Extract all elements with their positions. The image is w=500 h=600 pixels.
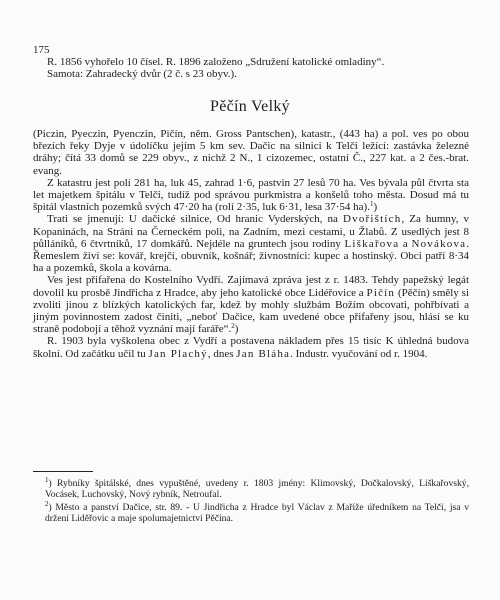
footnote-1-mark: 1 bbox=[45, 476, 49, 484]
top-section bbox=[33, 56, 469, 80]
paragraph-cadastre: Z katastru jest polí 281 ha, luk 45, zahrad 1·6, pastvin 27 lesů 70 ha. Ves bývala půl čtvrta sta let majetkem špitálu v Telči, tudíž pod správou purkmistra a konšelů toho města. Dosud má tu špitál vlastních pozemků svých 47·20 ha (rolí 2·35, luk 6·31, lesa 37·54 ha).$^1$) bbox=[33, 176, 469, 214]
parish-text-start: Ves jest přifařena do Kostelního Vydří. Zajímavá zpráva jest z r. 1483. Tehdy papežský legát dovolil ku prosbě Jindřicha z Hradce, aby jeho katolické obce Lidéřovice a bbox=[33, 274, 469, 299]
fields-text-end: . Řemeslem živí se: kovář, krejčí, obuvník, košnář; živnostníci: kupec a hostinský. Obci patří 8·34 ha a pozemků, škola a kovárna. bbox=[33, 237, 469, 275]
footnote-2-mark: 2 bbox=[45, 500, 49, 508]
footnote-ref-2: 2 bbox=[231, 322, 235, 331]
fields-text-and: a bbox=[399, 237, 412, 250]
footnote-divider bbox=[33, 471, 93, 472]
paragraph-fields bbox=[33, 213, 469, 274]
footnote-ref-1: 1 bbox=[369, 200, 374, 209]
samota-line: Samota: Zahradecký dvůr (2 č. s 23 obyv.). bbox=[47, 68, 237, 81]
parish-text-end: (Pěčín) směly si zvoliti jinou z blízkých katolických far, kdež by mohly službám Božím obcovati, pohřbívati a jiným povinnostem zadost činiti, „neboť Dačice, kam uvedené obce přifařeny jsou, hlásí se ku straně podobojí a těhož vyznání mají faráře“. bbox=[33, 286, 469, 336]
paragraph-school bbox=[33, 335, 469, 359]
history-line: R. 1856 vyhořelo 10 čísel. R. 1896 založeno „Sdružení katolické omladiny“. bbox=[47, 56, 385, 68]
school-text-start: R. 1903 byla vyškolena obec z Vydří a postavena nákladem přes 15 tisíc K úhledná budova školní. Od začátku učil tu bbox=[33, 335, 469, 360]
footnote-2-text: Město a panství Dačice, str. 89. - U Jindřicha z Hradce byl Václav z Maříže úředníkem na Telči, jsa v držení Liděřovic a maje spolumajetnictví Pěčína. bbox=[45, 502, 469, 524]
fields-text-mid: , Za humny, v Kopaninách, na Stráni na Černeckém poli, na Zadním, mezi cestami, u Žlabů. Z usedlých jest 8 půlláníků, 6 čtvrtníků, 17 domkářů. Nejdéle na gruntech jsou rodiny bbox=[33, 213, 470, 250]
spaced-name-plachy: Jan Plachý bbox=[148, 347, 208, 360]
footnote-2: $^2$) Město a panství Dačice, str. 89. - U Jindřicha z Hradce byl Václav z Maříže úředníkem na Telči, jsa v držení Liděřovic a maje spolumajetnictví Pěčína. bbox=[45, 500, 469, 524]
body-text bbox=[33, 128, 469, 360]
spaced-name-liskarova: Liškařova bbox=[344, 237, 400, 250]
footnote-1-text: Rybníky špitálské, dnes vypuštěné, uvedeny r. 1803 jmény: Klimovský, Dočkalovský, Liškařovský, Vocásek, Luchovský, Nový rybník, Netroufal. bbox=[45, 478, 469, 500]
spaced-name-novakova: Novákova bbox=[411, 237, 467, 250]
fields-text-start: Trati se jmenují: U dačické silnice, Od hranic Vyderských, na bbox=[47, 213, 338, 226]
school-text-mid: , dnes bbox=[207, 347, 234, 360]
paragraph-cadastre-text: Z katastru jest polí 281 ha, luk 45, zahrad 1·6, pastvin 27 lesů 70 ha. Ves bývala půl čtvrta sta let majetkem špitálu v Telči, tudíž pod správou purkmistra a konšelů toho města. Dosud má tu špitál vlastních pozemků svých 47·20 ha (rolí 2·35, luk 6·31, lesa 37·54 ha). bbox=[33, 176, 469, 214]
spaced-name-dvoristich: Dvořištích bbox=[343, 213, 402, 226]
school-text-end: . Industr. vyučování od r. 1904. bbox=[290, 347, 428, 360]
spaced-name-picin: Pičín bbox=[366, 286, 396, 299]
footnotes bbox=[33, 478, 469, 524]
paragraph-intro: (Piczin, Pyeczin, Pyenczin, Pičín, něm. Gross Pantschen), katastr., (443 ha) a pol. ves po obou březích řeky Dyje v údolíčku jejím 5 km sev. Dačic na silnici k Telči ležící: zastávka železné dráhy; čítá 33 domů se 229 obyv., z nichž 2 N., 1 cizozemec, ostatní Č., 227 kat. a 2 čes.-brat. evang. bbox=[33, 128, 469, 177]
footnote-1: $^1$) Rybníky špitálské, dnes vypuštěné, uvedeny r. 1803 jmény: Klimovský, Dočkalovský, Liškařovský, Vocásek, Luchovský, Nový rybník, Netroufal. bbox=[45, 476, 469, 500]
paragraph-parish: Ves jest přifařena do Kostelního Vydří. Zajímavá zpráva jest z r. 1483. Tehdy papežský legát dovolil ku prosbě Jindřicha z Hradce, aby jeho katolické obce Lidéřovice a Pičín (Pěčín) směly si zvoliti jinou z blízkých katolických far, kdež by mohly službám Božím obcovati, pohřbívati a jiným povinnostem zadost činiti, „neboť Dačice, kam uvedené obce přifařeny jsou, hlásí se ku straně podobojí a těhož vyznání mají faráře“.$^2$) bbox=[33, 274, 469, 336]
section-title: Pěčín Velký bbox=[210, 98, 290, 115]
page-number: 175 bbox=[33, 44, 50, 56]
spaced-name-blaha: Jan Bláha bbox=[236, 347, 291, 360]
